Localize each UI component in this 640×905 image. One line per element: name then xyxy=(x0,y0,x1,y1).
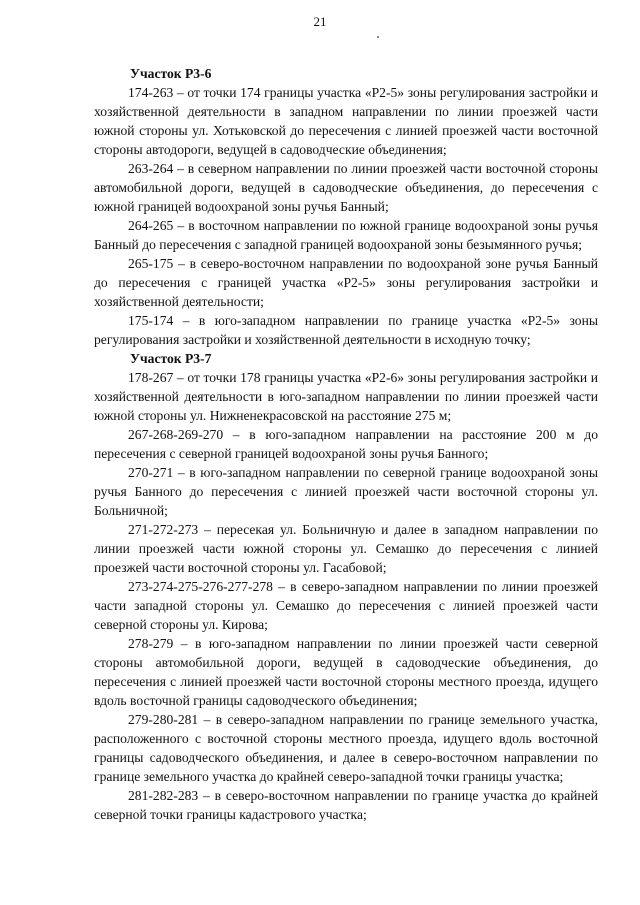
paragraph: 273-274-275-276-277-278 – в северо-западном направлении по линии проезжей части западной стороны ул. Семашко до пересечения с линией проезжей части северной стороны ул. Кирова; xyxy=(94,579,598,632)
paragraph: 279-280-281 – в северо-западном направлении по границе земельного участка, расположенного с восточной стороны местного проезда, идущего вдоль восточной границы садоводческого объединения, и далее в северо-восточном направлении по границе земельного участка до крайней северо-западной точки границы участка; xyxy=(94,712,598,784)
section-heading-r3-7: Участок Р3-7 xyxy=(130,351,212,366)
paragraph: 175-174 – в юго-западном направлении по границе участка «Р2-5» зоны регулирования застройки и хозяйственной деятельности в исходную точку; xyxy=(94,313,598,347)
paragraph: 281-282-283 – в северо-восточном направлении по границе участка до крайней северной точки границы кадастрового участка; xyxy=(94,788,598,822)
paragraph: 270-271 – в юго-западном направлении по северной границе водоохраной зоны ручья Банного до пересечения с линией проезжей части восточной стороны ул. Больничной; xyxy=(94,465,598,518)
document-body xyxy=(94,64,598,824)
page-number: 21 xyxy=(313,14,327,29)
paragraph: 264-265 – в восточном направлении по южной границе водоохраной зоны ручья Банный до пересечения с западной границей водоохраной зоны безымянного ручья; xyxy=(94,218,598,252)
section-heading-r3-6: Участок Р3-6 xyxy=(130,66,212,81)
paragraph: 265-175 – в северо-восточном направлении по водоохраной зоне ручья Банный до пересечения с границей участка «Р2-5» зоны регулирования застройки и хозяйственной деятельности; xyxy=(94,256,598,309)
scan-speck xyxy=(377,36,379,38)
paragraph: 267-268-269-270 – в юго-западном направлении на расстояние 200 м до пересечения с северной границей водоохраной зоны ручья Банного; xyxy=(94,427,598,461)
paragraph: 263-264 – в северном направлении по линии проезжей части восточной стороны автомобильной дороги, ведущей в садоводческие объединения, до пересечения с южной границей водоохраной зоны ручья Банный; xyxy=(94,161,598,214)
paragraph: 178-267 – от точки 178 границы участка «Р2-6» зоны регулирования застройки и хозяйственной деятельности в юго-западном направлении по линии проезжей части южной стороны ул. Нижненекрасовской на расстояние 275 м; xyxy=(94,370,598,423)
paragraph: 174-263 – от точки 174 границы участка «Р2-5» зоны регулирования застройки и хозяйственной деятельности в западном направлении по линии проезжей части южной стороны ул. Хотьковской до пересечения с линией проезжей части восточной стороны автодороги, ведущей в садоводческие объединения; xyxy=(94,85,598,157)
paragraph: 278-279 – в юго-западном направлении по линии проезжей части северной стороны автомобильной дороги, ведущей в садоводческие объединения, до пересечения с линией проезжей части восточной стороны местного проезда, идущего вдоль восточной границы садоводческого объединения; xyxy=(94,636,598,708)
paragraph: 271-272-273 – пересекая ул. Больничную и далее в западном направлении по линии проезжей части южной стороны ул. Семашко до пересечения с линией проезжей части восточной стороны ул. Гасабовой; xyxy=(94,522,598,575)
